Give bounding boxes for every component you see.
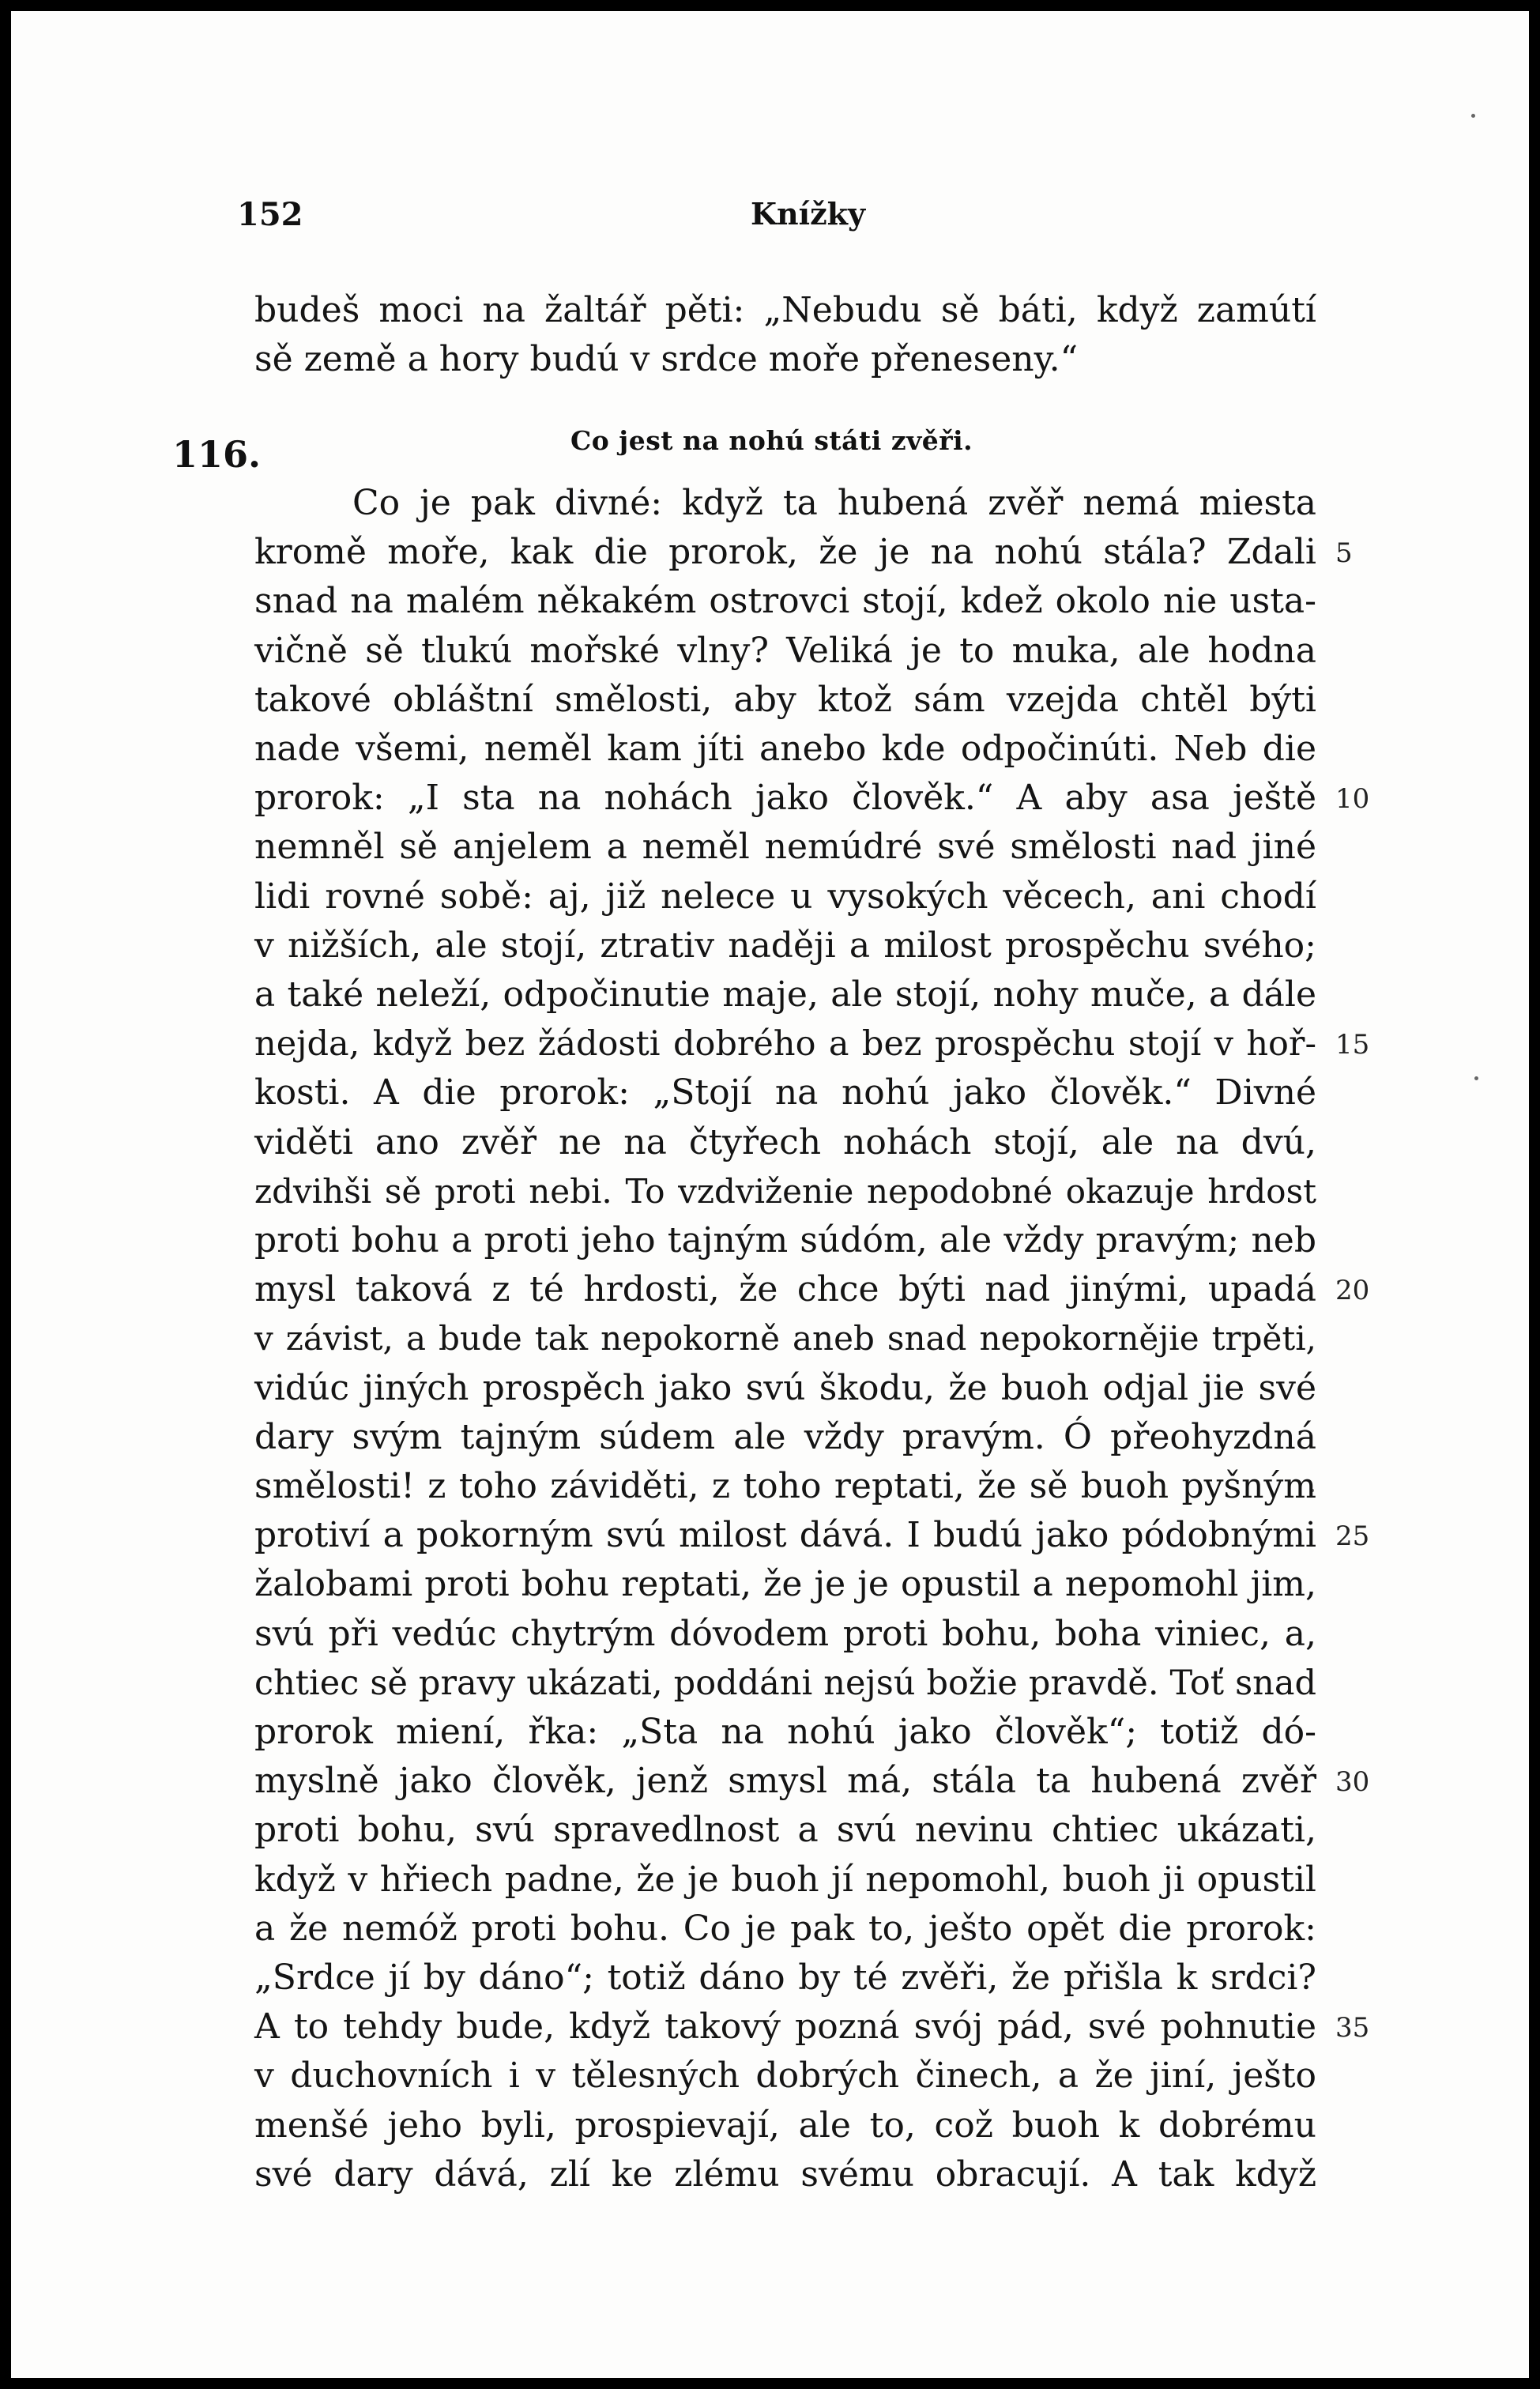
text-line: sě země a hory budú v srdce moře přeneseny.“ [254, 339, 1079, 379]
margin-line-number: 5 [1335, 537, 1353, 569]
running-title: Knížky [751, 196, 866, 232]
text-line: chtiec sě pravy ukázati, poddáni nejsú božie pravdě. Toť snad [254, 1664, 1316, 1703]
text-line: v závist, a bude tak nepokorně aneb snad nepokornějie trpěti, [254, 1319, 1316, 1358]
text-line: menšé jeho byli, prospievají, ale to, což buoh k dobrému [254, 2105, 1316, 2146]
text-line: nemněl sě anjelem a neměl nemúdré své smělosti nad jiné [254, 827, 1316, 867]
margin-line-number: 30 [1335, 1766, 1370, 1798]
text-line: a že nemóž proti bohu. Co je pak to, ješto opět die prorok: [254, 1909, 1316, 1949]
text-line: nejda, když bez žádosti dobrého a bez prospěchu stojí v hoř- [254, 1024, 1316, 1064]
text-line: prorok: „I sta na nohách jako člověk.“ A aby asa ještě [254, 778, 1316, 818]
section-heading: Co jest na nohú státi zvěři. [570, 425, 973, 456]
text-line: protiví a pokorným svú milost dává. I budú jako pódobnými [254, 1515, 1316, 1555]
margin-line-number: 20 [1335, 1275, 1370, 1306]
text-line: takové obláštní smělosti, aby ktož sám vzejda chtěl býti [254, 680, 1316, 720]
text-line: zdvihši sě proti nebi. To vzdviženie nepodobné okazuje hrdost [254, 1172, 1316, 1211]
text-line: budeš moci na žaltář pěti: „Nebudu sě báti, když zamútí [254, 290, 1316, 330]
text-line: dary svým tajným súdem ale vždy pravým. Ó přeohyzdná [254, 1417, 1316, 1457]
paper-speck [1471, 114, 1475, 118]
text-line: prorok mienı́, řka: „Sta na nohú jako člověk“; totiž dó- [254, 1712, 1316, 1752]
text-line: myslně jako člověk, jenž smysl má, stála ta hubená zvěř [254, 1761, 1316, 1801]
text-line: a také neleží, odpočinutie maje, ale stojí, nohy muče, a dále [254, 974, 1316, 1015]
text-line: lidi rovné sobě: aj, již nelece u vysokých věcech, ani chodí [254, 876, 1316, 917]
text-line: Co je pak divné: když ta hubená zvěř nemá miesta [352, 483, 1316, 523]
text-line: vičně sě tlukú mořské vlny? Veliká je to muka, ale hodna [254, 631, 1316, 671]
text-line: když v hřiech padne, že je buoh jí nepomohl, buoh ji opustil [254, 1860, 1316, 1900]
text-line: A to tehdy bude, když takový pozná svój pád, své pohnutie [254, 2007, 1316, 2047]
text-line: kosti. A die prorok: „Stojí na nohú jako člověk.“ Divné [254, 1072, 1316, 1113]
text-line: proti bohu a proti jeho tajným súdóm, ale vždy pravým; neb [254, 1220, 1316, 1260]
text-line: nade všemi, neměl kam jíti anebo kde odpočinúti. Neb die [254, 729, 1316, 769]
margin-line-number: 10 [1335, 783, 1370, 815]
margin-line-number: 25 [1335, 1520, 1370, 1552]
margin-line-number: 35 [1335, 2012, 1370, 2044]
text-line: proti bohu, svú spravedlnost a svú nevinu chtiec ukázati, [254, 1810, 1316, 1850]
margin-line-number: 15 [1335, 1029, 1370, 1061]
section-number: 116. [172, 433, 262, 476]
text-line: mysl taková z té hrdosti, že chce býti nad jinými, upadá [254, 1269, 1316, 1309]
text-line: snad na malém někakém ostrovci stojí, kdež okolo nie usta- [254, 581, 1316, 621]
page-number: 152 [237, 196, 303, 233]
text-line: „Srdce jí by dáno“; totiž dáno by té zvěři, že přišla k srdci? [254, 1958, 1316, 1998]
text-line: v nižších, ale stojí, ztrativ naději a milost prospěchu svého; [254, 925, 1316, 966]
text-line: žalobami proti bohu reptati, že je je opustil a nepomohl jim, [254, 1564, 1316, 1604]
text-line: kromě moře, kak die prorok, že je na nohú stála? Zdali [254, 532, 1316, 572]
text-line: viděti ano zvěř ne na čtyřech nohách stojí, ale na dvú, [254, 1122, 1316, 1162]
paper-speck [1474, 1076, 1478, 1080]
text-line: smělosti! z toho záviděti, z toho reptati, že sě buoh pyšným [254, 1466, 1316, 1506]
text-line: své dary dává, zlí ke zlému svému obracují. A tak když [254, 2154, 1316, 2195]
text-line: vidúc jiných prospěch jako svú škodu, že buoh odjal jie své [254, 1368, 1316, 1408]
text-line: svú při vedúc chytrým dóvodem proti bohu, boha viniec, a, [254, 1614, 1316, 1654]
text-line: v duchovních i v tělesných dobrých činech, a že jiní, ješto [254, 2056, 1316, 2096]
